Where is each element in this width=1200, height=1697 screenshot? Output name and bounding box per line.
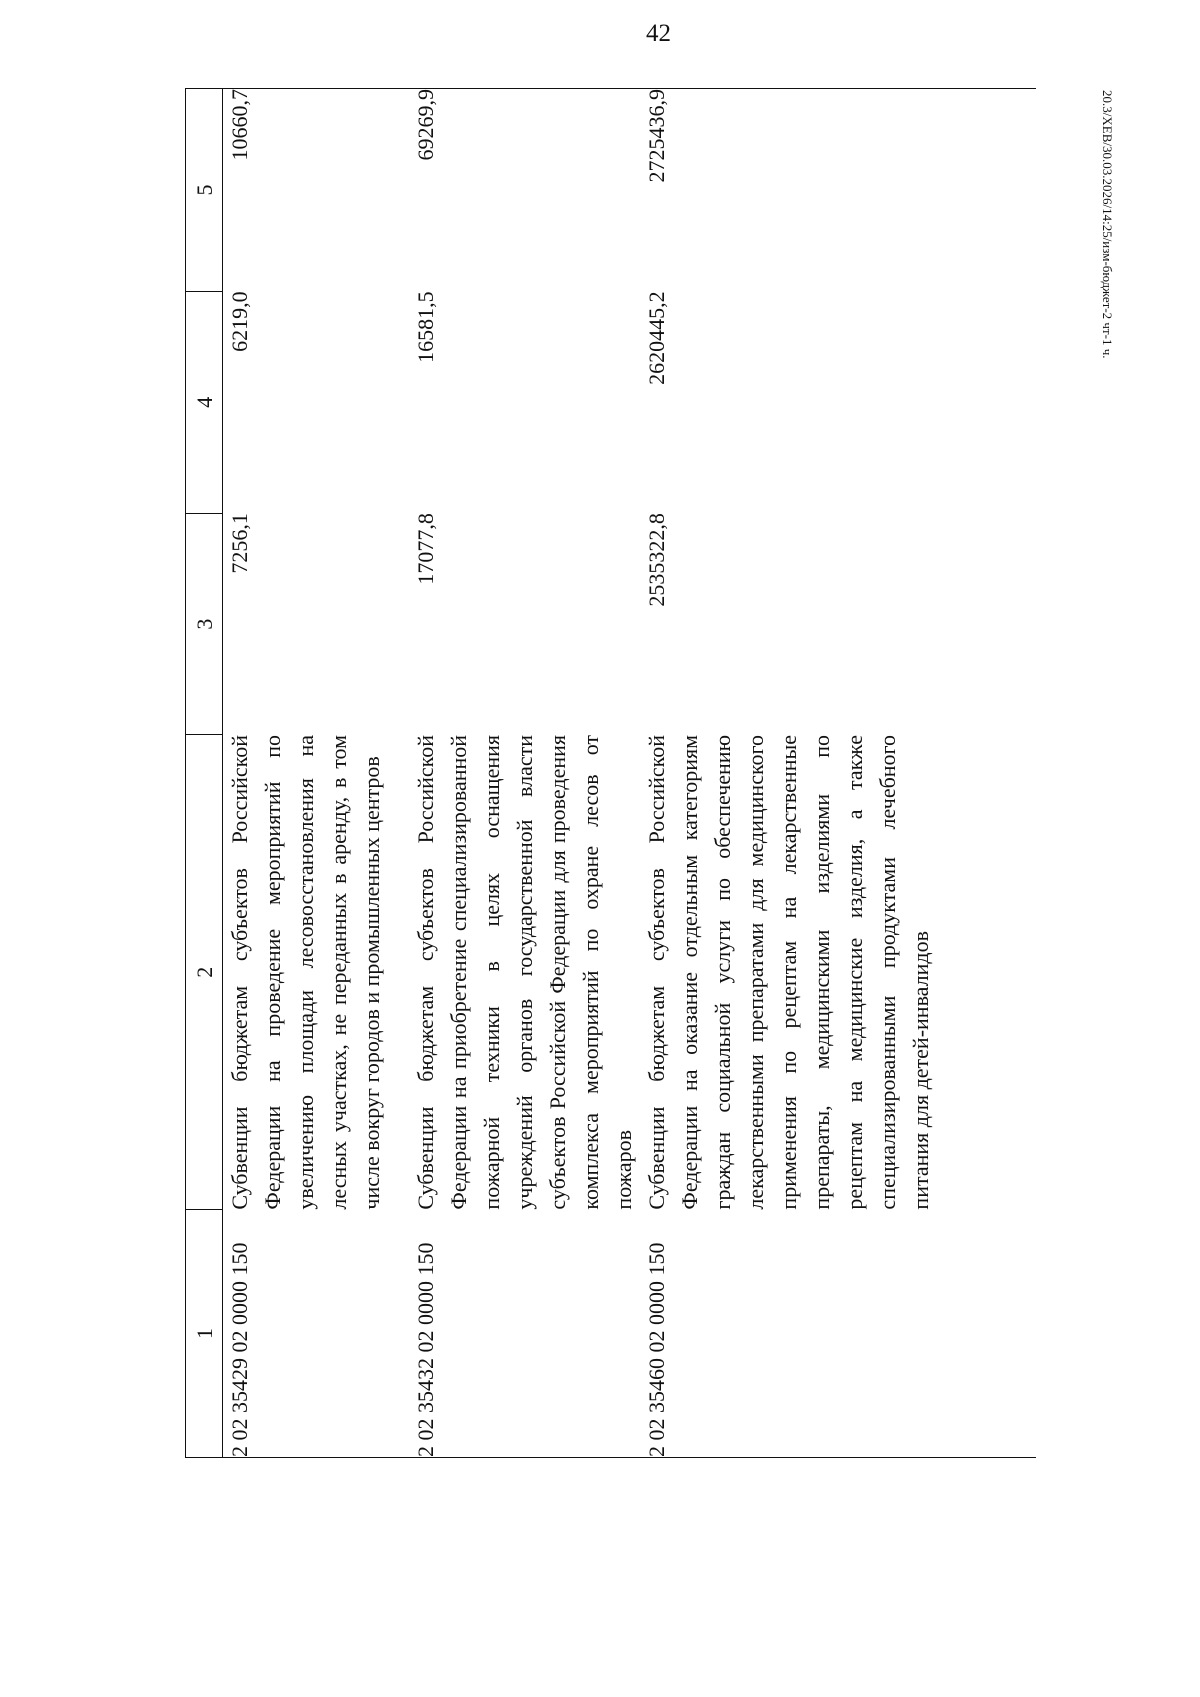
column-header-1: 1 (186, 1210, 223, 1458)
column-header-4: 4 (186, 291, 223, 513)
value-col4: 16581,5 (413, 291, 438, 363)
column-header-3: 3 (186, 513, 223, 735)
budget-code: 2 02 35460 02 0000 150 (640, 1210, 1036, 1458)
budget-table (185, 88, 1036, 1458)
row-description: Субвенции бюджетам субъектов Российской Федерации на приобретение специализированной пожарной техники в целях оснащения учреждений органов государственной власти субъектов Российской Федерации для проведения комплекса мероприятий по охране лесов от пожаров (413, 734, 636, 1210)
value-col3: 2535322,8 (644, 513, 669, 607)
value-col3: 7256,1 (227, 513, 252, 574)
table-header (186, 89, 223, 1458)
table-row (223, 89, 410, 1458)
value-col5: 2725436,9 (640, 89, 1036, 292)
row-description: Субвенции бюджетам субъектов Российской Федерации на проведение мероприятий по увеличению площади лесовосстановления на лесных участках, не переданных в аренду, в том числе вокруг городов и промышленных центров (227, 734, 384, 1210)
table-row (640, 89, 1036, 1458)
row-description: Субвенции бюджетам субъектов Российской Федерации на оказание отдельным категориям граждан социальной услуги по обеспечению лекарственными препаратами для медицинского применения по рецептам на лекарственные препараты, медицинскими изделиями по рецептам на медицинские изделия, а также специализированными продуктами лечебного питания для детей-инвалидов (644, 734, 933, 1210)
header-row (186, 89, 223, 1458)
table-row (409, 89, 640, 1458)
budget-code: 2 02 35432 02 0000 150 (409, 1210, 640, 1458)
rotated-table-container (185, 88, 1055, 1458)
value-col3: 17077,8 (413, 513, 438, 585)
value-col5: 10660,7 (223, 89, 410, 292)
document-footer-code: 20.3/XEB/30.03.2026/14:25/изм-бюджет-2 чт-1 ч. (1100, 90, 1115, 359)
value-col4: 2620445,2 (644, 291, 669, 385)
table-body (223, 89, 1037, 1458)
page-number: 42 (646, 20, 671, 47)
column-header-2: 2 (186, 735, 223, 1210)
value-col5: 69269,9 (409, 89, 640, 292)
budget-code: 2 02 35429 02 0000 150 (223, 1210, 410, 1458)
value-col4: 6219,0 (227, 291, 252, 352)
column-header-5: 5 (186, 89, 223, 292)
